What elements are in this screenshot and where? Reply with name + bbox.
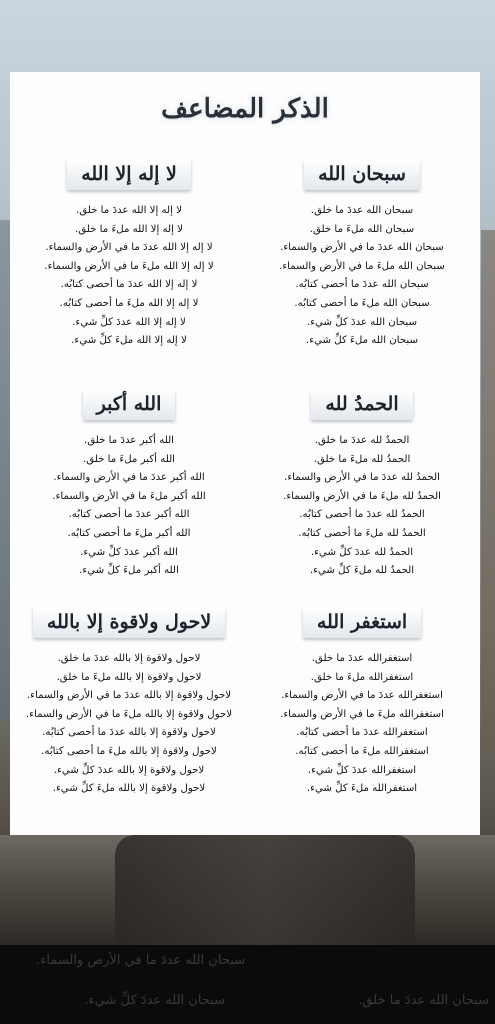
dhikr-line: الحمدُ لله عددَ ما خلق. [314,435,410,446]
dhikr-line: استغفرالله ملءَ ما خلق. [310,671,414,683]
section-heading: الله أكبر [83,390,176,420]
dhikr-line: سبحان الله ملءَ ما في الأرض والسماء. [279,260,445,272]
dhikr-line: الله أكبر عددَ ما أحصى كتابُه. [68,509,190,521]
dhikr-line: سبحان الله عددَ ما في الأرض والسماء. [280,242,444,254]
dhikr-line: سبحان الله ملءَ ما أحصى كتابُه. [294,297,430,309]
dhikr-line: استغفرالله عددَ ما في الأرض والسماء. [281,690,443,702]
dhikr-line: استغفرالله ملءَ ما في الأرض والسماء. [280,708,444,720]
dhikr-line: لاحول ولاقوة إلا بالله ملءَ ما في الأرض والسماء. [25,708,233,720]
dhikr-line: لا إله إلا الله عددَ ما خلق. [76,205,182,216]
dhikr-line: لا إله إلا الله عددَ ما أحصى كتابُه. [60,279,198,291]
section-subhanallah [247,160,477,351]
dhikr-line: لاحول ولاقوة إلا بالله عددَ ما أحصى كتابُه. [42,727,216,739]
dhikr-line: لا إله إلا الله ملءَ كلِّ شيء. [71,335,187,347]
dhikr-line: استغفرالله ملءَ ما أحصى كتابُه. [295,745,429,757]
dhikr-line: الله أكبر ملءَ ما خلق. [82,453,176,465]
section-heading: استغفر الله [303,608,421,638]
dhikr-list [14,650,244,799]
dhikr-line: لا إله إلا الله ملءَ ما أحصى كتابُه. [59,297,199,309]
page-title: الذكر المضاعف [161,94,329,124]
dhikr-card [10,72,480,835]
dhikr-line: الله أكبر ملءَ كلِّ شيء. [79,565,179,577]
section-heading: لاحول ولاقوة إلا بالله [33,608,225,638]
background-right-edge [481,230,495,750]
ghost-caption-3: سبحان الله عددَ كلِّ شيء. [84,993,225,1008]
dhikr-line: لاحول ولاقوة إلا بالله عددَ ما خلق. [57,653,201,664]
dhikr-line: الله أكبر ملءَ ما في الأرض والسماء. [52,490,206,502]
dhikr-line: الحمدُ لله ملءَ كلِّ شيء. [309,565,415,577]
ghost-caption-2: سبحان الله عددَ ما خلق. [358,993,489,1008]
dhikr-line: لاحول ولاقوة إلا بالله ملءَ ما خلق. [56,671,202,683]
dhikr-line: لا إله إلا الله ملءَ ما في الأرض والسماء. [44,260,214,272]
bottom-caption-bar [0,945,495,1024]
dhikr-line: استغفرالله ملءَ كلِّ شيء. [306,783,418,795]
dhikr-line: سبحان الله ملءَ ما خلق. [309,223,415,235]
dhikr-line: استغفرالله عددَ ما خلق. [311,653,413,664]
dhikr-line: الحمدُ لله ملءَ ما خلق. [313,453,411,465]
dhikr-line: الحمدُ لله ملءَ ما أحصى كتابُه. [298,527,426,539]
dhikr-line: استغفرالله عددَ كلِّ شيء. [307,764,417,776]
section-allahu-akbar [14,390,244,581]
dhikr-line: الحمدُ لله عددَ ما أحصى كتابُه. [299,509,425,521]
dhikr-line: سبحان الله عددَ ما خلق. [310,205,414,216]
dhikr-line: لاحول ولاقوة إلا بالله عددَ كلِّ شيء. [53,764,205,776]
dhikr-list [247,650,477,799]
dhikr-line: سبحان الله عددَ ما أحصى كتابُه. [295,279,429,291]
dhikr-line: لاحول ولاقوة إلا بالله عددَ ما في الأرض والسماء. [26,690,232,702]
dhikr-line: سبحان الله ملءَ كلِّ شيء. [305,335,419,347]
dhikr-line: لاحول ولاقوة إلا بالله ملءَ كلِّ شيء. [52,783,206,795]
section-heading: لا إله إلا الله [67,160,191,190]
dhikr-line: الحمدُ لله عددَ كلِّ شيء. [310,546,414,558]
dhikr-line: لا إله إلا الله عددَ كلِّ شيء. [72,316,186,328]
dhikr-list [14,432,244,581]
dhikr-line: لاحول ولاقوة إلا بالله ملءَ ما أحصى كتابُه. [41,745,217,757]
background-figure [115,835,415,945]
section-la-ilaha-illallah [14,160,244,351]
dhikr-line: الحمدُ لله ملءَ ما في الأرض والسماء. [283,490,441,502]
dhikr-line: الله أكبر عددَ كلِّ شيء. [80,546,178,558]
section-la-hawla [14,608,244,799]
dhikr-line: لا إله إلا الله ملءَ ما خلق. [75,223,183,235]
section-astaghfirullah [247,608,477,799]
section-alhamdulillah [247,390,477,581]
section-heading: سبحان الله [304,160,420,190]
dhikr-line: الله أكبر عددَ ما خلق. [83,435,175,446]
dhikr-list [14,202,244,351]
dhikr-line: الله أكبر عددَ ما في الأرض والسماء. [53,472,205,484]
section-heading: الحمدُ لله [311,390,412,420]
dhikr-line: الحمدُ لله عددَ ما في الأرض والسماء. [284,472,440,484]
dhikr-list [247,432,477,581]
ghost-caption-1: سبحان الله عددَ ما في الأرض والسماء. [36,953,245,968]
dhikr-line: سبحان الله عددَ كلِّ شيء. [306,316,418,328]
dhikr-line: لا إله إلا الله عددَ ما في الأرض والسماء. [45,242,213,254]
dhikr-line: استغفرالله عددَ ما أحصى كتابُه. [296,727,428,739]
dhikr-line: الله أكبر ملءَ ما أحصى كتابُه. [67,527,191,539]
dhikr-list [247,202,477,351]
